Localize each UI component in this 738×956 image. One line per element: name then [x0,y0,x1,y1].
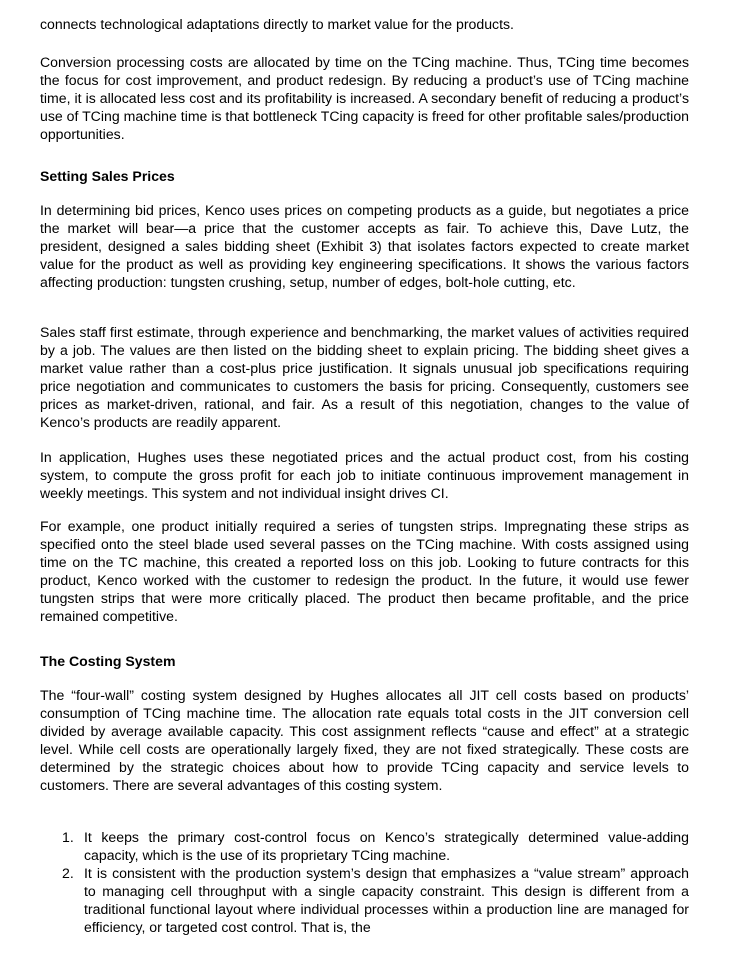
paragraph-four-wall-costing: The “four-wall” costing system designed by Hughes allocates all JIT cell costs based on products’ consumption of TCing machine time. The allocation rate equals total costs in the JIT conversion cell divided by average available capacity. This cost assignment reflects “cause and effect” at a strategic level. While cell costs are operationally largely fixed, they are not fixed strategically. These costs are determined by the strategic choices about how to provide TCing capacity and service levels to customers. There are several advantages of this costing system. [40,687,689,793]
paragraph-example: For example, one product initially required a series of tungsten strips. Impregnating these strips as specified onto the steel blade used several passes on the TCing machine. With costs assigned using time on the TC machine, this created a reported loss on this job. Looking to future contracts for this product, Kenco worked with the customer to redesign the product. In the future, it would use fewer tungsten strips that were more critically placed. The product then became profitable, and the price remained competitive. [40,518,689,624]
list-item [62,828,689,864]
list-item-number: 1. [62,829,74,845]
paragraph-application: In application, Hughes uses these negotiated prices and the actual product cost, from his costing system, to compute the gross profit for each job to initiate continuous improvement management in weekly meetings. This system and not individual insight drives CI. [40,449,689,501]
list-item-number: 2. [62,865,74,881]
paragraph-bid-prices: In determining bid prices, Kenco uses prices on competing products as a guide, but negotiates a price the market will bear—a price that the customer accepts as fair. To achieve this, Dave Lutz, the president, designed a sales bidding sheet (Exhibit 3) that isolates factors expected to create market value for the product as well as providing key engineering specifications. It shows the various factors affecting production: tungsten crushing, setup, number of edges, bolt-hole cutting, etc. [40,202,689,290]
paragraph-intro-continuation: connects technological adaptations directly to market value for the products. [40,16,514,32]
advantages-list [62,828,689,936]
paragraph-conversion-costs: Conversion processing costs are allocated by time on the TCing machine. Thus, TCing time becomes the focus for cost improvement, and product redesign. By reducing a product’s use of TCing machine time, it is allocated less cost and its profitability is increased. A secondary benefit of reducing a product’s use of TCing machine time is that bottleneck TCing capacity is freed for other profitable sales/production opportunities. [40,54,689,142]
list-item-text: It keeps the primary cost-control focus on Kenco’s strategically determined value-adding capacity, which is the use of its proprietary TCing machine. [84,829,689,863]
section-heading-costing-system: The Costing System [40,653,176,669]
section-heading-setting-sales-prices: Setting Sales Prices [40,168,175,184]
list-item-text: It is consistent with the production system’s design that emphasizes a “value stream” approach to managing cell throughput with a single capacity constraint. This design is different from a traditional functional layout where individual processes within a production line are managed for efficiency, or targeted cost control. That is, the [84,865,689,935]
list-item [62,864,689,936]
paragraph-sales-staff: Sales staff first estimate, through experience and benchmarking, the market values of activities required by a job. The values are then listed on the bidding sheet to explain pricing. The bidding sheet gives a market value rather than a cost-plus price justification. It signals unusual job specifications requiring price negotiation and communicates to customers the basis for pricing. Consequently, customers see prices as market-driven, rational, and fair. As a result of this negotiation, changes to the value of Kenco’s products are readily apparent. [40,324,689,430]
